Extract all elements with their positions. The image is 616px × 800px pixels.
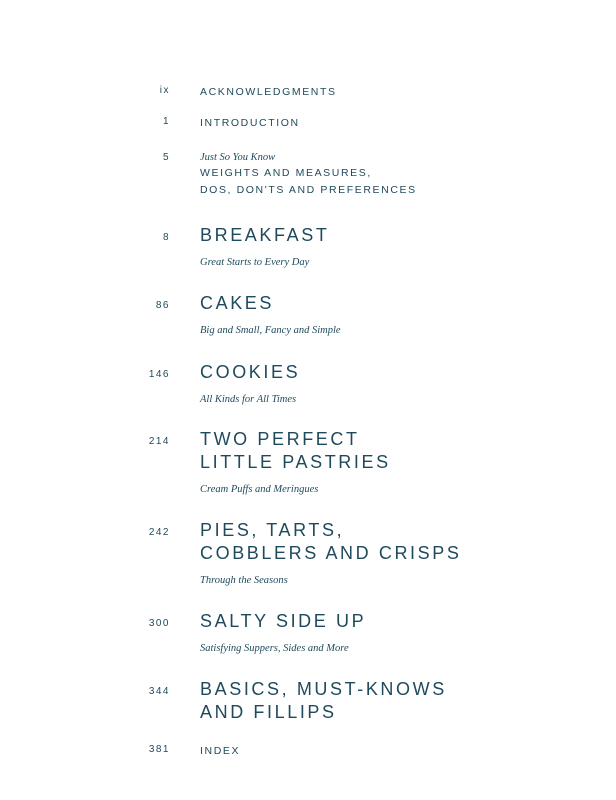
entry-subtitle: Great Starts to Every Day — [200, 257, 310, 268]
entry-title-line: SALTY SIDE UP — [200, 611, 367, 631]
entry-title-line: LITTLE PASTRIES — [200, 452, 391, 472]
entry-title-line: COOKIES — [200, 362, 301, 382]
entry-subtitle: All Kinds for All Times — [200, 394, 297, 405]
entry-subtitle: Cream Puffs and Meringues — [200, 484, 319, 495]
page-number: 214 — [148, 436, 170, 447]
page-number: 146 — [148, 369, 170, 380]
page-number: 344 — [148, 686, 170, 697]
page-number: 8 — [162, 232, 170, 243]
entry-title-line: DOS, DON'TS AND PREFERENCES — [200, 184, 417, 196]
page-number: 242 — [148, 527, 170, 538]
entry-subtitle: Through the Seasons — [200, 575, 288, 586]
page-number: 1 — [162, 116, 170, 127]
page-number: 381 — [148, 744, 170, 755]
page-number: 86 — [155, 300, 170, 311]
entry-title-line: AND FILLIPS — [200, 702, 337, 722]
entry-subtitle: Satisfying Suppers, Sides and More — [200, 643, 349, 654]
entry-title-line: BASICS, MUST-KNOWS — [200, 679, 447, 699]
entry-title: INDEX — [200, 745, 241, 757]
entry-title-line: COBBLERS AND CRISPS — [200, 543, 462, 563]
entry-title: ACKNOWLEDGMENTS — [200, 86, 337, 98]
entry-title-line: TWO PERFECT — [200, 429, 360, 449]
entry-title-line: CAKES — [200, 293, 275, 313]
entry-title: INTRODUCTION — [200, 117, 300, 129]
page-number: ix — [159, 85, 170, 96]
entry-title-line: PIES, TARTS, — [200, 520, 345, 540]
entry-subtitle: Big and Small, Fancy and Simple — [200, 325, 341, 336]
page-number: 300 — [148, 618, 170, 629]
entry-title-line: WEIGHTS AND MEASURES, — [200, 167, 372, 179]
entry-title-line: BREAKFAST — [200, 225, 330, 245]
page-number: 5 — [162, 152, 170, 163]
entry-subtitle: Just So You Know — [200, 152, 276, 163]
